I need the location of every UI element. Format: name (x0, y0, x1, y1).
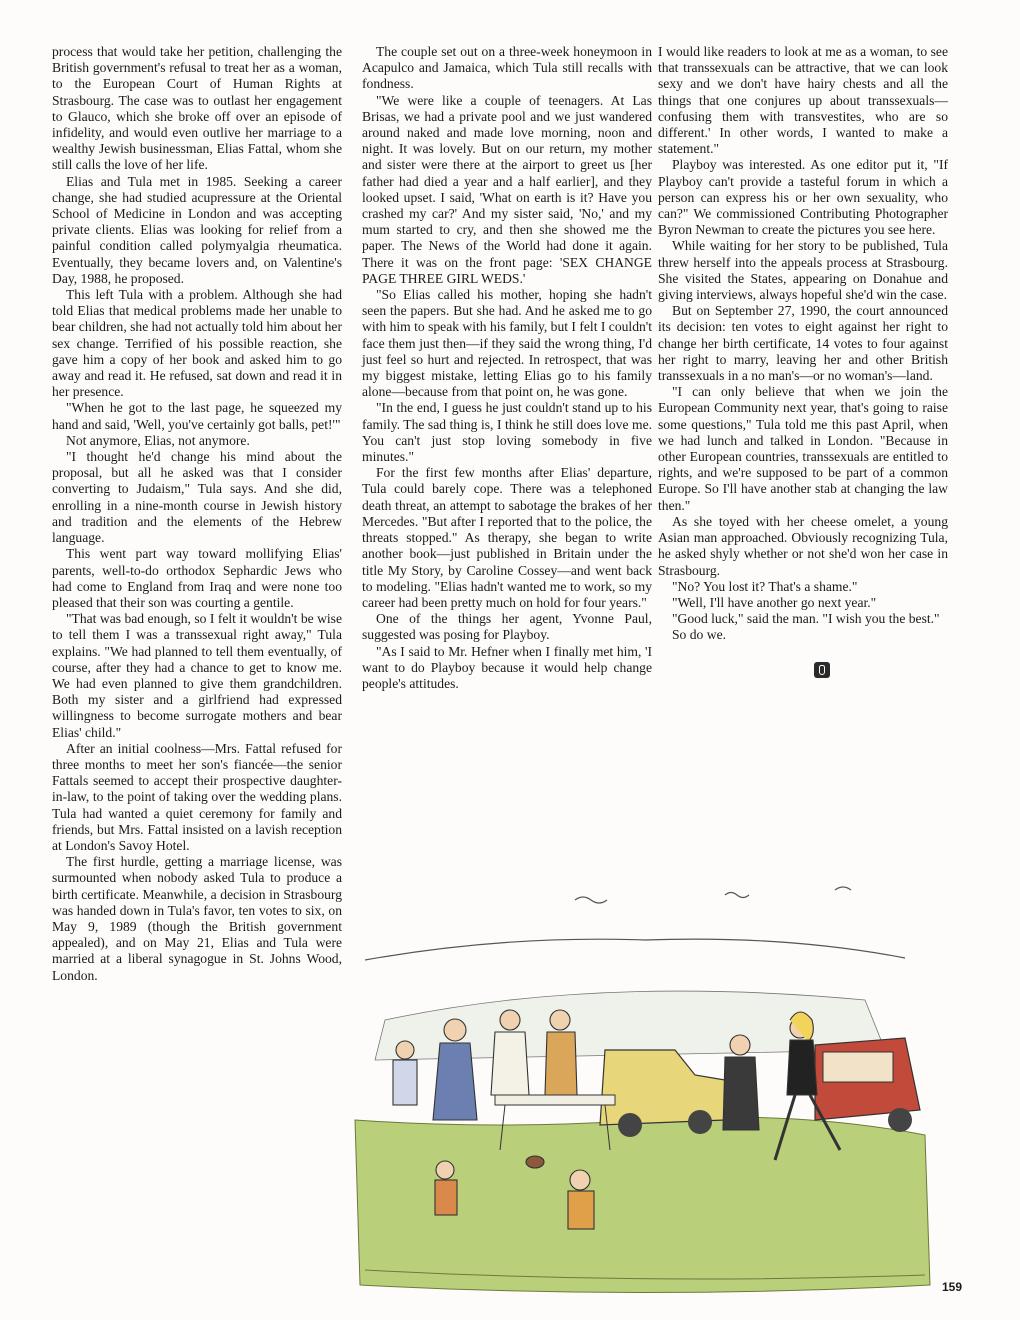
page-number: 159 (941, 1280, 962, 1294)
paragraph: "That was bad enough, so I felt it wouldn't be wise to tell them I was a transsexual right away," Tula explains. "We had planned to tell them eventually, of course, after they had a chance to get to know me. We had even planned to give them grandchildren. Both my sister and a girlfriend had expressed willingness to become surrogate mothers and bear Elias' child." (52, 611, 342, 740)
paragraph: Not anymore, Elias, not anymore. (66, 432, 250, 448)
paragraph: "We were like a couple of teenagers. At Las Brisas, we had a private pool and we just wandered around naked and made love morning, noon and night. It was lovely. But on our return, my mother and sister were there at the airport to greet us [her father had died a year and a half earlier], and they looked upset. I said, 'What on earth is it? Have you crashed my car?' And my sister said, 'No,' and my mum started to cry, and then she showed me the paper. The News of the World had done it again. There it was on the front page: 'SEX CHANGE PAGE THREE GIRL WEDS.' (362, 92, 652, 286)
paragraph: For the first few months after Elias' departure, Tula could barely cope. There was a telephoned death threat, an attempt to sabotage the brakes of her Mercedes. "But after I reported that to the police, the threats stopped." As therapy, she began to write another book—just published in Britain under the title My Story, by Caroline Cossey—and went back to modeling. "Elias hadn't wanted me to work, so my career had been pretty much on hold for four years." (362, 465, 652, 610)
paragraph: "I thought he'd change his mind about the proposal, but all he asked was that I consider converting to Judaism," Tula says. And she did, enrolling in a nine-month course in Jewish history and tradition and the elements of the Hebrew language. (52, 449, 342, 546)
paragraph: process that would take her petition, challenging the British government's refusal to treat her as a woman, to the European Court of Human Rights at Strasbourg. The case was to outlast her engagement to Glauco, which she broke off over an episode of infidelity, and would even outlive her marriage to a wealthy Jewish businessman, Elias Fattal, whom she still calls the love of her life. (52, 44, 342, 173)
paragraph: "When he got to the last page, he squeezed my hand and said, 'Well, you've certainly got balls, pet!'" (52, 400, 342, 432)
paragraph: This left Tula with a problem. Although she had told Elias that medical problems made her unable to bear children, she had not actually told him about her sex change. Terrified of his possible reaction, she gave him a copy of her book and asked him to go away and read it. He refused, sat down and read it in her presence. (52, 287, 342, 400)
paragraph: So do we. (672, 627, 726, 643)
paragraph: "In the end, I guess he just couldn't stand up to his family. The sad thing is, I think he still does love me. You can't just stop loving somebody in five minutes." (362, 400, 652, 465)
paragraph: Elias and Tula met in 1985. Seeking a career change, she had studied acupressure at the Oriental School of Medicine in London and was accepting private clients. Elias was looking for relief from a painful condition called polymyalgia rheumatica. Eventually, they became lovers and, on Valentine's Day, 1988, he proposed. (52, 173, 342, 286)
playboy-bunny-icon (814, 662, 830, 678)
article-column-1 (52, 44, 342, 984)
article-column-2 (362, 44, 652, 692)
paragraph: "So Elias called his mother, hoping she hadn't seen the papers. But she had. And he asked me to go with him to speak with his family, but I felt I couldn't face them just then—if they said the wrong thing, I'd just feel so hurt and rejected. In retrospect, that was my biggest mistake, letting Elias go to his family alone—because from that point on, he was gone. (362, 287, 653, 400)
paragraph: The first hurdle, getting a marriage license, was surmounted when nobody asked Tula to produce a birth certificate. Meanwhile, a decision in Strasbourg was handed down in Tula's favor, ten votes to six, on May 9, 1989 (though the British government appealed), and on May 21, Elias and Tula were married at a liberal synagogue in St. Johns Wood, London. (52, 854, 342, 983)
paragraph: "I can only believe that when we join the European Community next year, that's going to raise some questions," Tula told me this past April, when we had lunch and talked in London. "Because in other European countries, transsexuals are entitled to rights, and we're supposed to be part of a common Europe. So I'll have another stab at changing the law then." (658, 384, 948, 513)
paragraph: After an initial coolness—Mrs. Fattal refused for three months to meet her son's fiancée—the senior Fattals seemed to accept their prospective daughter-in-law, to the point of taking over the wedding plans. Tula had wanted a quiet ceremony for family and friends, but Mrs. Fattal insisted on a lavish reception at London's Savoy Hotel. (52, 740, 342, 853)
paragraph: The couple set out on a three-week honeymoon in Acapulco and Jamaica, which Tula still recalls with fondness. (362, 44, 652, 92)
paragraph: "No? You lost it? That's a shame." (672, 578, 858, 594)
tailgate-party-cartoon (345, 880, 935, 1300)
article-column-3 (658, 44, 948, 682)
paragraph: Playboy was interested. As one editor put it, "If Playboy can't provide a tasteful forum in which a person can express his or her own sexuality, who can?" We commissioned Contributing Photographer Byron Newman to create the pictures you see here. (658, 157, 948, 238)
paragraph: I would like readers to look at me as a woman, to see that transsexuals can be attractive, that we can look sexy and we don't have hairy chests and all the things that one conjures up about transsexuals—confusing them with transvestites, who are so different.' In other words, I wanted to make a statement." (658, 44, 948, 157)
paragraph: "As I said to Mr. Hefner when I finally met him, 'I want to do Playboy because it would help change people's attitudes. (362, 643, 652, 691)
paragraph: "Well, I'll have another go next year." (672, 594, 877, 610)
paragraph: One of the things her agent, Yvonne Paul, suggested was posing for Playboy. (362, 611, 652, 643)
paragraph: "Good luck," said the man. "I wish you the best." (672, 611, 940, 627)
paragraph: As she toyed with her cheese omelet, a young Asian man approached. Obviously recognizing Tula, he asked shyly whether or not she'd won her case in Strasbourg. (658, 513, 948, 578)
paragraph: This went part way toward mollifying Elias' parents, well-to-do orthodox Sephardic Jews who had come to England from Iraq and were none too pleased that their son was courting a gentile. (52, 546, 342, 610)
paragraph: But on September 27, 1990, the court announced its decision: ten votes to eight against her right to change her birth certificate, 14 votes to four against her right to marry, leaving her and other British transsexuals in a no man's—or no woman's—land. (658, 303, 948, 384)
paragraph: While waiting for her story to be published, Tula threw herself into the appeals process at Strasbourg. She visited the States, appearing on Donahue and giving interviews, always hopeful she'd win the case. (658, 238, 948, 303)
